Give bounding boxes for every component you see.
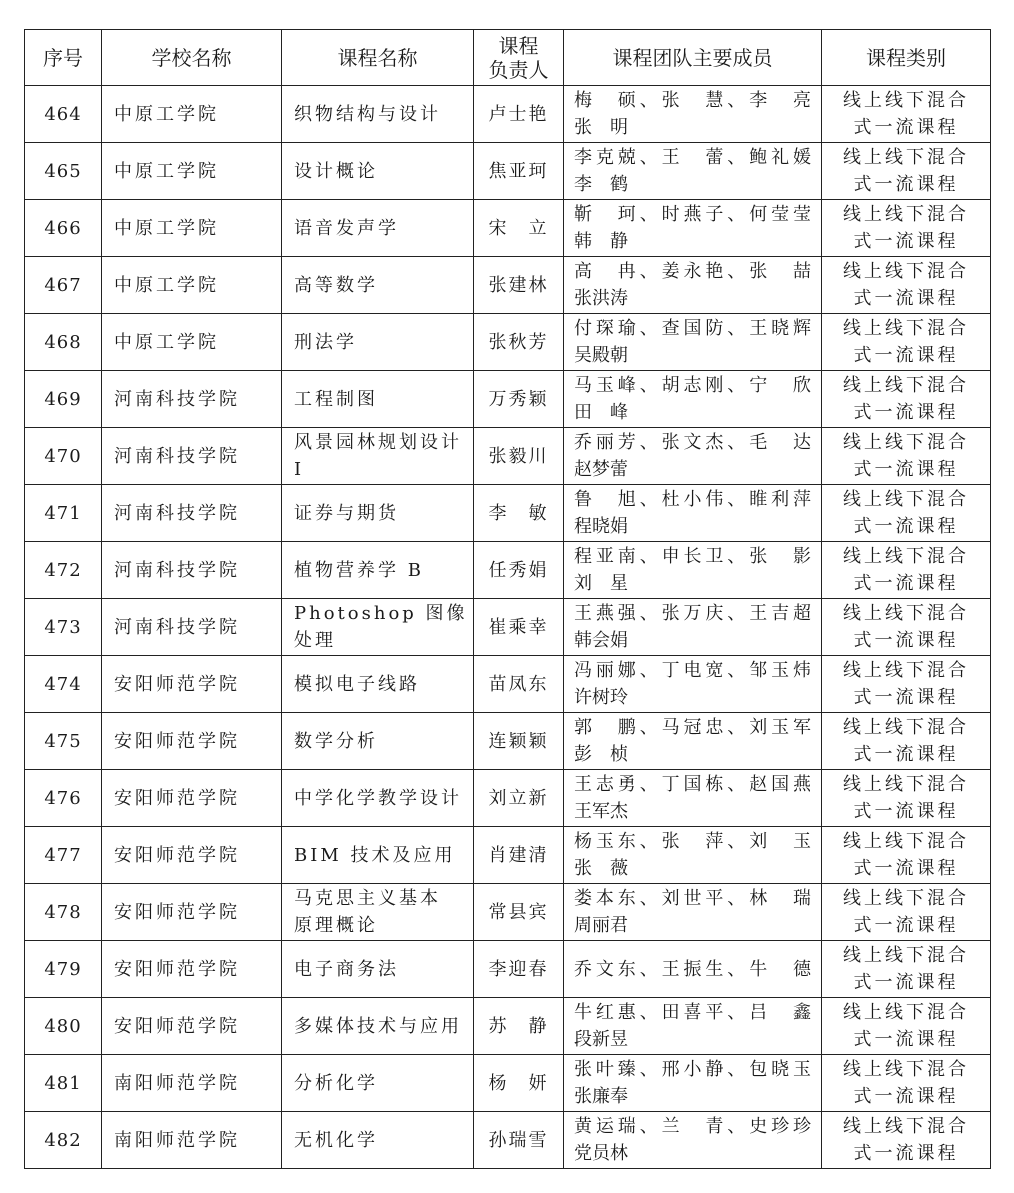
cell-lead [474, 998, 564, 1055]
cell-category [822, 200, 991, 257]
cell-course-text: 分析化学 [294, 1072, 378, 1094]
course-table [24, 29, 991, 1169]
cell-members [564, 827, 822, 884]
table-row [25, 1055, 991, 1112]
member-line: 程晓娟 [574, 516, 628, 537]
cell-no [25, 371, 102, 428]
cell-lead-text: 崔乘幸 [488, 616, 549, 638]
cell-school [102, 827, 282, 884]
members-list [574, 956, 811, 983]
table-row [25, 200, 991, 257]
cell-lead-text: 苏 静 [488, 1015, 549, 1037]
cell-lead-text: 李 敏 [488, 502, 549, 524]
cell-school [102, 1055, 282, 1112]
member-line: 党员林 [574, 1143, 628, 1164]
cell-members [564, 86, 822, 143]
cell-lead-text: 万秀颖 [488, 388, 549, 410]
cell-lead-text: 杨 妍 [488, 1072, 549, 1094]
cell-course [282, 143, 474, 200]
table-row [25, 827, 991, 884]
table-body [25, 86, 991, 1169]
member-line: 杨玉东、张 萍、刘 玉 [574, 831, 811, 852]
cell-category-text: 线上线下混合 式一流课程 [843, 147, 969, 195]
members-list [574, 543, 811, 597]
cell-category-text: 线上线下混合 式一流课程 [843, 660, 969, 708]
cell-school [102, 542, 282, 599]
cell-course [282, 200, 474, 257]
cell-category [822, 941, 991, 998]
members-list [574, 600, 811, 654]
header-category: 课程类别 [822, 30, 991, 86]
cell-school [102, 200, 282, 257]
cell-course [282, 998, 474, 1055]
cell-category [822, 713, 991, 770]
cell-course-text: 工程制图 [294, 388, 378, 410]
cell-course-text: 语音发声学 [294, 217, 399, 239]
cell-category-text: 线上线下混合 式一流课程 [843, 90, 969, 138]
member-line: 王燕强、张万庆、王吉超 [574, 603, 811, 624]
members-list [574, 87, 811, 141]
table-row [25, 86, 991, 143]
cell-category [822, 428, 991, 485]
member-line: 娄本东、刘世平、林 瑞 [574, 888, 811, 909]
table-row [25, 884, 991, 941]
table-row [25, 770, 991, 827]
member-line: 付琛瑜、查国防、王晓辉 [574, 318, 811, 339]
cell-category [822, 257, 991, 314]
cell-lead [474, 86, 564, 143]
cell-members [564, 485, 822, 542]
cell-no-text: 468 [44, 331, 82, 353]
cell-no-text: 473 [44, 616, 82, 638]
cell-course-text: 无机化学 [294, 1129, 378, 1151]
cell-category-text: 线上线下混合 式一流课程 [843, 717, 969, 765]
members-list [574, 714, 811, 768]
cell-school-text: 河南科技学院 [114, 559, 240, 581]
cell-course [282, 827, 474, 884]
members-list [574, 828, 811, 882]
cell-course-text: 马克思主义基本 原理概论 [294, 888, 441, 936]
member-line: 靳 珂、时燕子、何莹莹 [574, 204, 811, 225]
cell-no [25, 770, 102, 827]
table-row [25, 656, 991, 713]
cell-category-text: 线上线下混合 式一流课程 [843, 489, 969, 537]
cell-school [102, 713, 282, 770]
cell-no-text: 479 [44, 958, 82, 980]
cell-no-text: 482 [44, 1129, 82, 1151]
cell-no [25, 200, 102, 257]
cell-lead [474, 770, 564, 827]
member-line: 田 峰 [574, 402, 628, 423]
members-list [574, 486, 811, 540]
table-row [25, 713, 991, 770]
cell-school [102, 143, 282, 200]
cell-school [102, 371, 282, 428]
cell-category [822, 86, 991, 143]
cell-no-text: 471 [44, 502, 82, 524]
cell-lead [474, 428, 564, 485]
cell-category [822, 314, 991, 371]
cell-no [25, 86, 102, 143]
cell-school [102, 428, 282, 485]
cell-category-text: 线上线下混合 式一流课程 [843, 831, 969, 879]
cell-lead-text: 张建林 [488, 274, 549, 296]
cell-school-text: 中原工学院 [114, 160, 219, 182]
cell-category-text: 线上线下混合 式一流课程 [843, 432, 969, 480]
member-line: 黄运瑞、兰 青、史珍珍 [574, 1116, 811, 1137]
cell-members [564, 884, 822, 941]
cell-school [102, 770, 282, 827]
cell-category-text: 线上线下混合 式一流课程 [843, 603, 969, 651]
cell-lead-text: 刘立新 [488, 787, 549, 809]
cell-category-text: 线上线下混合 式一流课程 [843, 945, 969, 993]
cell-no [25, 656, 102, 713]
cell-lead-text: 卢士艳 [488, 103, 549, 125]
member-line: 李克兢、王 蕾、鲍礼媛 [574, 147, 811, 168]
table-header-row [25, 30, 991, 86]
cell-category-text: 线上线下混合 式一流课程 [843, 1059, 969, 1107]
member-line: 牛红惠、田喜平、吕 鑫 [574, 1002, 811, 1023]
cell-course-text: 刑法学 [294, 331, 357, 353]
header-lead: 课程 负责人 [474, 30, 564, 86]
cell-course-text: Photoshop 图像处理 [294, 603, 468, 651]
cell-lead [474, 827, 564, 884]
cell-course [282, 542, 474, 599]
cell-course [282, 770, 474, 827]
member-line: 鲁 旭、杜小伟、睢利萍 [574, 489, 811, 510]
member-line: 王志勇、丁国栋、赵国燕 [574, 774, 811, 795]
cell-course [282, 257, 474, 314]
table-row [25, 314, 991, 371]
member-line: 张洪涛 [574, 288, 628, 309]
cell-lead-text: 李迎春 [488, 958, 549, 980]
member-line: 张 明 [574, 117, 628, 138]
cell-course [282, 884, 474, 941]
cell-category [822, 542, 991, 599]
table-row [25, 371, 991, 428]
member-line: 彭 桢 [574, 744, 628, 765]
table-row [25, 1112, 991, 1169]
cell-school-text: 中原工学院 [114, 103, 219, 125]
cell-lead [474, 200, 564, 257]
cell-school [102, 314, 282, 371]
cell-no-text: 478 [44, 901, 82, 923]
cell-lead [474, 713, 564, 770]
cell-members [564, 1055, 822, 1112]
cell-course-text: 高等数学 [294, 274, 378, 296]
cell-no [25, 143, 102, 200]
cell-category [822, 998, 991, 1055]
cell-course-text: 模拟电子线路 [294, 673, 420, 695]
cell-course [282, 485, 474, 542]
table-row [25, 485, 991, 542]
cell-category [822, 884, 991, 941]
cell-no-text: 467 [44, 274, 82, 296]
cell-lead [474, 884, 564, 941]
cell-no-text: 480 [44, 1015, 82, 1037]
cell-no-text: 477 [44, 844, 82, 866]
cell-school-text: 南阳师范学院 [114, 1129, 240, 1151]
cell-school [102, 485, 282, 542]
cell-school-text: 河南科技学院 [114, 616, 240, 638]
cell-school [102, 656, 282, 713]
cell-lead-text: 连颖颖 [488, 730, 549, 752]
cell-course-text: 数学分析 [294, 730, 378, 752]
cell-course [282, 941, 474, 998]
cell-category [822, 1055, 991, 1112]
cell-members [564, 770, 822, 827]
cell-course-text: 中学化学教学设计 [294, 787, 462, 809]
table-row [25, 428, 991, 485]
cell-members [564, 599, 822, 656]
cell-course-text: 织物结构与设计 [294, 103, 441, 125]
cell-school-text: 河南科技学院 [114, 388, 240, 410]
cell-course-text: BIM 技术及应用 [294, 844, 456, 866]
cell-members [564, 371, 822, 428]
cell-course [282, 314, 474, 371]
cell-lead-text: 张秋芳 [488, 331, 549, 353]
cell-lead-text: 苗凤东 [488, 673, 549, 695]
cell-lead [474, 1055, 564, 1112]
cell-category [822, 371, 991, 428]
members-list [574, 315, 811, 369]
cell-category-text: 线上线下混合 式一流课程 [843, 261, 969, 309]
cell-course [282, 1112, 474, 1169]
cell-course-text: 植物营养学 B [294, 559, 424, 581]
members-list [574, 201, 811, 255]
member-line: 梅 硕、张 慧、李 亮 [574, 90, 811, 111]
cell-category [822, 1112, 991, 1169]
cell-members [564, 656, 822, 713]
members-list [574, 657, 811, 711]
cell-school [102, 1112, 282, 1169]
cell-no-text: 470 [44, 445, 82, 467]
cell-no-text: 472 [44, 559, 82, 581]
cell-no [25, 314, 102, 371]
cell-course [282, 371, 474, 428]
cell-school-text: 中原工学院 [114, 274, 219, 296]
cell-members [564, 428, 822, 485]
cell-school-text: 安阳师范学院 [114, 730, 240, 752]
cell-no [25, 713, 102, 770]
cell-no-text: 476 [44, 787, 82, 809]
member-line: 高 冉、姜永艳、张 喆 [574, 261, 811, 282]
cell-course-text: 设计概论 [294, 160, 378, 182]
cell-category [822, 485, 991, 542]
cell-school [102, 599, 282, 656]
cell-school-text: 河南科技学院 [114, 502, 240, 524]
cell-school-text: 安阳师范学院 [114, 1015, 240, 1037]
cell-school [102, 998, 282, 1055]
member-line: 韩 静 [574, 231, 628, 252]
cell-category-text: 线上线下混合 式一流课程 [843, 375, 969, 423]
cell-school [102, 884, 282, 941]
member-line: 刘 星 [574, 573, 628, 594]
members-list [574, 372, 811, 426]
cell-school [102, 941, 282, 998]
cell-lead [474, 485, 564, 542]
table-row [25, 599, 991, 656]
cell-members [564, 941, 822, 998]
member-line: 吴殿朝 [574, 345, 628, 366]
cell-category-text: 线上线下混合 式一流课程 [843, 774, 969, 822]
cell-course [282, 599, 474, 656]
cell-school-text: 安阳师范学院 [114, 901, 240, 923]
cell-category [822, 656, 991, 713]
cell-lead [474, 257, 564, 314]
member-line: 乔文东、王振生、牛 德 [574, 958, 811, 980]
cell-course [282, 86, 474, 143]
cell-no [25, 998, 102, 1055]
cell-members [564, 998, 822, 1055]
cell-lead [474, 371, 564, 428]
cell-category [822, 599, 991, 656]
cell-members [564, 257, 822, 314]
cell-category [822, 827, 991, 884]
cell-no-text: 469 [44, 388, 82, 410]
member-line: 周丽君 [574, 915, 628, 936]
cell-lead [474, 941, 564, 998]
cell-school-text: 安阳师范学院 [114, 958, 240, 980]
cell-members [564, 542, 822, 599]
cell-category [822, 143, 991, 200]
cell-lead [474, 656, 564, 713]
cell-lead-text: 孙瑞雪 [488, 1129, 549, 1151]
cell-no-text: 464 [44, 103, 82, 125]
cell-category-text: 线上线下混合 式一流课程 [843, 1116, 969, 1164]
table-row [25, 257, 991, 314]
table-row [25, 143, 991, 200]
cell-school-text: 中原工学院 [114, 217, 219, 239]
cell-course-text: 电子商务法 [294, 958, 399, 980]
cell-school-text: 中原工学院 [114, 331, 219, 353]
member-line: 许树玲 [574, 687, 628, 708]
cell-category [822, 770, 991, 827]
cell-no-text: 474 [44, 673, 82, 695]
member-line: 乔丽芳、张文杰、毛 达 [574, 432, 811, 453]
header-members: 课程团队主要成员 [564, 30, 822, 86]
members-list [574, 144, 811, 198]
cell-members [564, 713, 822, 770]
members-list [574, 999, 811, 1053]
cell-course-text: 风景园林规划设计 I [294, 432, 462, 480]
cell-lead [474, 143, 564, 200]
cell-category-text: 线上线下混合 式一流课程 [843, 546, 969, 594]
cell-no [25, 257, 102, 314]
header-no: 序号 [25, 30, 102, 86]
cell-category-text: 线上线下混合 式一流课程 [843, 204, 969, 252]
cell-no [25, 1112, 102, 1169]
cell-course-text: 多媒体技术与应用 [294, 1015, 462, 1037]
members-list [574, 1113, 811, 1167]
cell-course [282, 713, 474, 770]
member-line: 程亚南、申长卫、张 影 [574, 546, 811, 567]
header-school: 学校名称 [102, 30, 282, 86]
cell-category-text: 线上线下混合 式一流课程 [843, 888, 969, 936]
member-line: 马玉峰、胡志刚、宁 欣 [574, 375, 811, 396]
cell-lead-text: 肖建清 [488, 844, 549, 866]
cell-lead [474, 599, 564, 656]
cell-no [25, 599, 102, 656]
members-list [574, 258, 811, 312]
cell-no [25, 428, 102, 485]
cell-school-text: 安阳师范学院 [114, 673, 240, 695]
cell-members [564, 143, 822, 200]
member-line: 段新昱 [574, 1029, 628, 1050]
table-row [25, 998, 991, 1055]
cell-members [564, 1112, 822, 1169]
member-line: 李 鹤 [574, 174, 628, 195]
cell-school-text: 安阳师范学院 [114, 844, 240, 866]
table-row [25, 542, 991, 599]
cell-members [564, 314, 822, 371]
cell-no [25, 941, 102, 998]
member-line: 张廉奉 [574, 1086, 628, 1107]
cell-lead-text: 张毅川 [488, 445, 549, 467]
cell-no-text: 481 [44, 1072, 82, 1094]
member-line: 韩会娟 [574, 630, 628, 651]
cell-no [25, 1055, 102, 1112]
cell-no-text: 465 [44, 160, 82, 182]
members-list [574, 1056, 811, 1110]
table-row [25, 941, 991, 998]
member-line: 冯丽娜、丁电宽、邹玉炜 [574, 660, 811, 681]
cell-course-text: 证券与期货 [294, 502, 399, 524]
member-line: 张叶臻、邢小静、包晓玉 [574, 1059, 811, 1080]
cell-lead-text: 任秀娟 [488, 559, 549, 581]
cell-no-text: 466 [44, 217, 82, 239]
cell-lead-text: 宋 立 [488, 217, 549, 239]
cell-lead-text: 常县宾 [488, 901, 549, 923]
members-list [574, 429, 811, 483]
cell-no [25, 827, 102, 884]
cell-school [102, 257, 282, 314]
cell-category-text: 线上线下混合 式一流课程 [843, 318, 969, 366]
cell-course [282, 656, 474, 713]
cell-school [102, 86, 282, 143]
members-list [574, 885, 811, 939]
cell-no-text: 475 [44, 730, 82, 752]
cell-course [282, 428, 474, 485]
cell-school-text: 南阳师范学院 [114, 1072, 240, 1094]
member-line: 赵梦蕾 [574, 459, 628, 480]
members-list [574, 771, 811, 825]
cell-school-text: 安阳师范学院 [114, 787, 240, 809]
cell-lead [474, 542, 564, 599]
member-line: 张 薇 [574, 858, 628, 879]
header-course: 课程名称 [282, 30, 474, 86]
cell-lead [474, 1112, 564, 1169]
cell-members [564, 200, 822, 257]
cell-lead-text: 焦亚珂 [488, 160, 549, 182]
cell-no [25, 542, 102, 599]
cell-category-text: 线上线下混合 式一流课程 [843, 1002, 969, 1050]
cell-no [25, 485, 102, 542]
member-line: 郭 鹏、马冠忠、刘玉军 [574, 717, 811, 738]
member-line: 王军杰 [574, 801, 628, 822]
cell-no [25, 884, 102, 941]
cell-school-text: 河南科技学院 [114, 445, 240, 467]
cell-lead [474, 314, 564, 371]
cell-course [282, 1055, 474, 1112]
